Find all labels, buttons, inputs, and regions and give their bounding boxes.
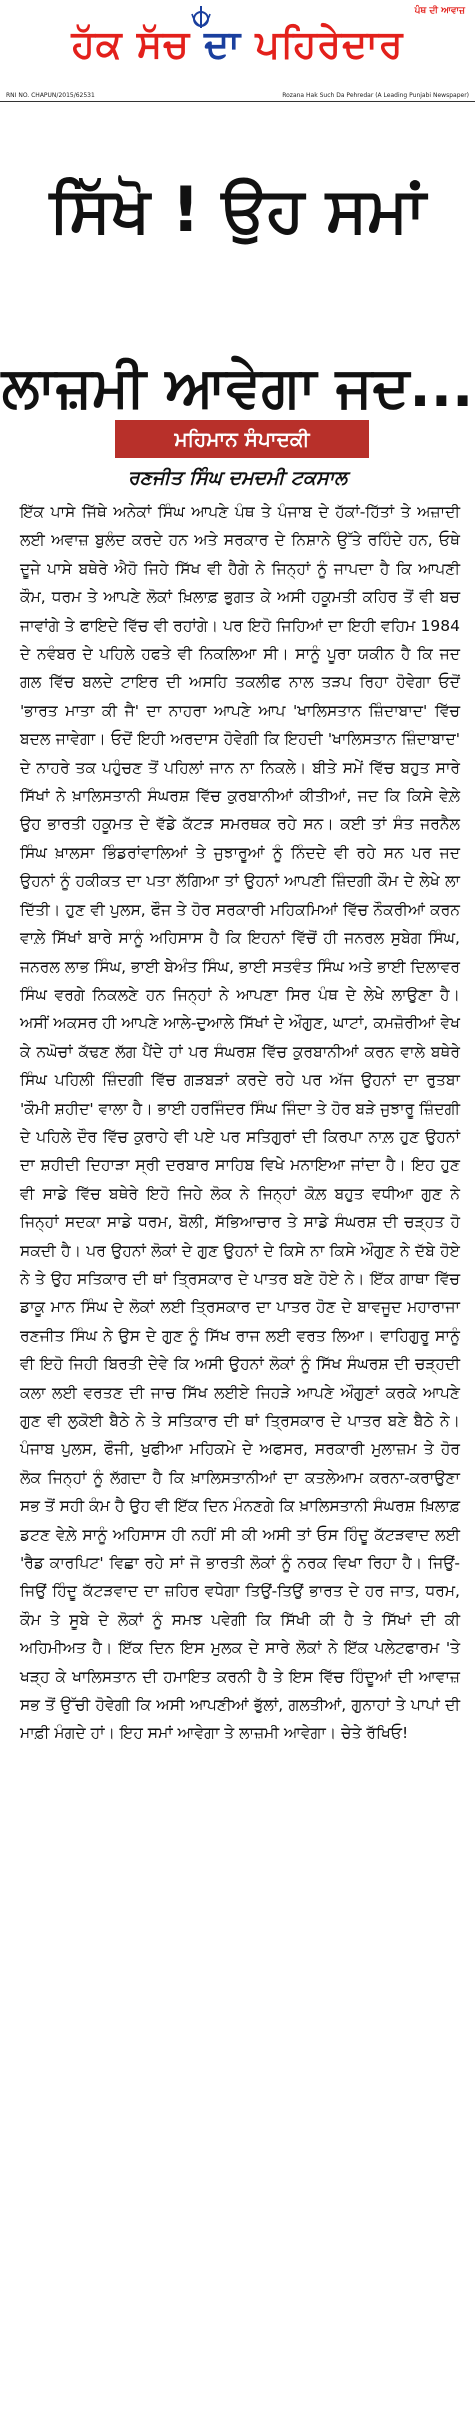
newspaper-title xyxy=(0,4,475,84)
article-body xyxy=(20,498,460,1748)
registration-number: RNI NO. CHAPUN/2015/62531 xyxy=(6,92,95,99)
paper-description: Rozana Hak Such Da Pehredar (A Leading Punjabi Newspaper) xyxy=(282,92,469,99)
title-part-2: ਦਾ xyxy=(204,22,242,66)
masthead-divider xyxy=(0,101,475,102)
title-part-3: ਪਹਿਰੇਦਾਰ xyxy=(241,22,404,66)
article-paragraph: ਇੱਕ ਪਾਸੇ ਜਿੱਥੇ ਅਨੇਕਾਂ ਸਿੰਘ ਆਪਣੇ ਪੰਥ ਤੇ ਪੰਜਾਬ ਦੇ ਹੱਕਾਂ-ਹਿੱਤਾਂ ਤੇ ਅਜ਼ਾਦੀ ਲਈ ਅਵਾਜ਼ ਬੁਲੰਦ ਕਰਦੇ ਹਨ ਅਤੇ ਸਰਕਾਰ ਦੇ ਨਿਸ਼ਾਨੇ ਉੱਤੇ ਰਹਿੰਦੇ ਹਨ, ਓਥੇ ਦੂਜੇ ਪਾਸੇ ਬਥੇਰੇ ਐਹੋ ਜਿਹੇ ਸਿੱਖ ਵੀ ਹੈਗੇ ਨੇ ਜਿਨ੍ਹਾਂ ਨੂੰ ਜਾਪਦਾ ਹੈ ਕਿ ਆਪਣੀ ਕੌਮ, ਧਰਮ ਤੇ ਆਪਣੇ ਲੋਕਾਂ ਖ਼ਿਲਾਫ਼ ਭੁਗਤ ਕੇ ਅਸੀ ਹਕੂਮਤੀ ਕਹਿਰ ਤੋਂ ਵੀ ਬਚ ਜਾਵਾਂਗੇ ਤੇ ਫਾਇਦੇ ਵਿੱਚ ਵੀ ਰਹਾਂਗੇ। ਪਰ ਇਹੋ ਜਿਹਿਆਂ ਦਾ ਇਹੀ ਵਹਿਮ 1984 ਦੇ ਨਵੰਬਰ ਦੇ ਪਹਿਲੇ ਹਫਤੇ ਵੀ ਨਿਕਲਿਆ ਸੀ। ਸਾਨੂੰ ਪੂਰਾ ਯਕੀਨ ਹੈ ਕਿ ਜਦ ਗਲ ਵਿੱਚ ਬਲਦੇ ਟਾਇਰ ਦੀ ਅਸਹਿ ਤਕਲੀਫ ਨਾਲ ਤੜਪ ਰਿਹਾ ਹੋਵੇਗਾ ਓਦੋਂ 'ਭਾਰਤ ਮਾਤਾ ਕੀ ਜੈ' ਦਾ ਨਾਹਰਾ ਆਪਣੇ ਆਪ 'ਖਾਲਿਸਤਾਨ ਜ਼ਿੰਦਾਬਾਦ' ਵਿੱਚ ਬਦਲ ਜਾਵੇਗਾ। ਓਦੋਂ ਇਹੀ ਅਰਦਾਸ ਹੋਵੇਗੀ ਕਿ ਇਹਦੀ 'ਖਾਲਿਸਤਾਨ ਜ਼ਿੰਦਾਬਾਦ' ਦੇ ਨਾਹਰੇ ਤਕ ਪਹੁੰਚਣ ਤੋਂ ਪਹਿਲਾਂ ਜਾਨ ਨਾ ਨਿਕਲੇ। ਬੀਤੇ ਸਮੇਂ ਵਿੱਚ ਬਹੁਤ ਸਾਰੇ ਸਿੱਖਾਂ ਨੇ ਖ਼ਾਲਿਸਤਾਨੀ ਸੰਘਰਸ਼ ਵਿੱਚ ਕੁਰਬਾਨੀਆਂ ਕੀਤੀਆਂ, ਜਦ ਕਿ ਕਿਸੇ ਵੇਲ਼ੇ ਉਹ ਭਾਰਤੀ ਹਕੂਮਤ ਦੇ ਵੱਡੇ ਕੱਟੜ ਸਮਰਥਕ ਰਹੇ ਸਨ। ਕਈ ਤਾਂ ਸੰਤ ਜਰਨੈਲ ਸਿੰਘ ਖ਼ਾਲਸਾ ਭਿੰਡਰਾਂਵਾਲਿਆਂ ਤੇ ਜੁਝਾਰੂਆਂ ਨੂੰ ਨਿੰਦਦੇ ਵੀ ਰਹੇ ਸਨ ਪਰ ਜਦ ਉਹਨਾਂ ਨੂੰ ਹਕੀਕਤ ਦਾ ਪਤਾ ਲੱਗਿਆ ਤਾਂ ਉਹਨਾਂ ਆਪਣੀ ਜ਼ਿੰਦਗੀ ਕੌਮ ਦੇ ਲੇਖੇ ਲਾ ਦਿੱਤੀ। ਹੁਣ ਵੀ ਪੁਲਸ, ਫੌਜ ਤੇ ਹੋਰ ਸਰਕਾਰੀ ਮਹਿਕਮਿਆਂ ਵਿੱਚ ਨੌਕਰੀਆਂ ਕਰਨ ਵਾਲ਼ੇ ਸਿੱਖਾਂ ਬਾਰੇ ਸਾਨੂੰ ਅਹਿਸਾਸ ਹੈ ਕਿ ਇਹਨਾਂ ਵਿੱਚੋਂ ਹੀ ਜਨਰਲ ਸੁਬੇਗ ਸਿੰਘ, ਜਨਰਲ ਲਾਭ ਸਿੰਘ, ਭਾਈ ਬੇਅੰਤ ਸਿੰਘ, ਭਾਈ ਸਤਵੰਤ ਸਿੰਘ ਅਤੇ ਭਾਈ ਦਿਲਾਵਰ ਸਿੰਘ ਵਰਗੇ ਨਿਕਲਣੇ ਹਨ ਜਿਨ੍ਹਾਂ ਨੇ ਆਪਣਾ ਸਿਰ ਪੰਥ ਦੇ ਲੇਖੇ ਲਾਉਣਾ ਹੈ। ਅਸੀਂ ਅਕਸਰ ਹੀ ਆਪਣੇ ਆਲੇ-ਦੁਆਲੇ ਸਿੱਖਾਂ ਦੇ ਔਗੁਣ, ਘਾਟਾਂ, ਕਮਜ਼ੋਰੀਆਂ ਵੇਖ ਕੇ ਨਘੋਚਾਂ ਕੱਢਣ ਲੱਗ ਪੈਂਦੇ ਹਾਂ ਪਰ ਸੰਘਰਸ਼ ਵਿੱਚ ਕੁਰਬਾਨੀਆਂ ਕਰਨ ਵਾਲੇ ਬਥੇਰੇ ਸਿੰਘ ਪਹਿਲੀ ਜ਼ਿੰਦਗੀ ਵਿੱਚ ਗੜਬੜਾਂ ਕਰਦੇ ਰਹੇ ਪਰ ਅੱਜ ਉਹਨਾਂ ਦਾ ਰੁਤਬਾ 'ਕੌਮੀ ਸ਼ਹੀਦ' ਵਾਲਾ ਹੈ। ਭਾਈ ਹਰਜਿੰਦਰ ਸਿੰਘ ਜਿੰਦਾ ਤੇ ਹੋਰ ਬੜੇ ਜੁਝਾਰੂ ਜ਼ਿੰਦਗੀ ਦੇ ਪਹਿਲੇ ਦੌਰ ਵਿੱਚ ਕੁਰਾਹੇ ਵੀ ਪਏ ਪਰ ਸਤਿਗੁਰਾਂ ਦੀ ਕਿਰਪਾ ਨਾਲ਼ ਹੁਣ ਉਹਨਾਂ ਦਾ ਸ਼ਹੀਦੀ ਦਿਹਾੜਾ ਸ੍ਰੀ ਦਰਬਾਰ ਸਾਹਿਬ ਵਿਖੇ ਮਨਾਇਆ ਜਾਂਦਾ ਹੈ। ਇਹ ਹੁਣ ਵੀ ਸਾਡੇ ਵਿੱਚ ਬਥੇਰੇ ਇਹੋ ਜਿਹੇ ਲੋਕ ਨੇ ਜਿਨ੍ਹਾਂ ਕੋਲ਼ ਬਹੁਤ ਵਧੀਆ ਗੁਣ ਨੇ ਜਿਨ੍ਹਾਂ ਸਦਕਾ ਸਾਡੇ ਧਰਮ, ਬੋਲੀ, ਸੱਭਿਆਚਾਰ ਤੇ ਸਾਡੇ ਸੰਘਰਸ਼ ਦੀ ਚੜ੍ਹਤ ਹੋ ਸਕਦੀ ਹੈ। ਪਰ ਉਹਨਾਂ ਲੋਕਾਂ ਦੇ ਗੁਣ ਉਹਨਾਂ ਦੇ ਕਿਸੇ ਨਾ ਕਿਸੇ ਔਗੁਣ ਨੇ ਦੱਬੇ ਹੋਏ ਨੇ ਤੇ ਉਹ ਸਤਿਕਾਰ ਦੀ ਥਾਂ ਤ੍ਰਿਸਕਾਰ ਦੇ ਪਾਤਰ ਬਣੇ ਹੋਏ ਨੇ। ਇੱਕ ਗਾਥਾ ਵਿੱਚ ਡਾਕੂ ਮਾਨ ਸਿੰਘ ਦੇ ਲੋਕਾਂ ਲਈ ਤ੍ਰਿਸਕਾਰ ਦਾ ਪਾਤਰ ਹੋਣ ਦੇ ਬਾਵਜੂਦ ਮਹਾਰਾਜਾ ਰਣਜੀਤ ਸਿੰਘ ਨੇ ਉਸ ਦੇ ਗੁਣ ਨੂੰ ਸਿੱਖ ਰਾਜ ਲਈ ਵਰਤ ਲਿਆ। ਵਾਹਿਗੁਰੂ ਸਾਨੂੰ ਵੀ ਇਹੋ ਜਿਹੀ ਬਿਰਤੀ ਦੇਵੇ ਕਿ ਅਸੀ ਉਹਨਾਂ ਲੋਕਾਂ ਨੂੰ ਸਿੱਖ ਸੰਘਰਸ਼ ਦੀ ਚੜ੍ਹਦੀ ਕਲਾ ਲਈ ਵਰਤਣ ਦੀ ਜਾਚ ਸਿੱਖ ਲਈਏ ਜਿਹੜੇ ਆਪਣੇ ਔਗੁਣਾਂ ਕਰਕੇ ਆਪਣੇ ਗੁਣ ਵੀ ਲੁਕੋਈ ਬੈਠੇ ਨੇ ਤੇ ਸਤਿਕਾਰ ਦੀ ਥਾਂ ਤ੍ਰਿਸਕਾਰ ਦੇ ਪਾਤਰ ਬਣੇ ਬੈਠੇ ਨੇ। ਪੰਜਾਬ ਪੁਲਸ, ਫੌਜੀ, ਖੁਫੀਆ ਮਹਿਕਮੇ ਦੇ ਅਫਸਰ, ਸਰਕਾਰੀ ਮੁਲਾਜ਼ਮ ਤੇ ਹੋਰ ਲੋਕ ਜਿਨ੍ਹਾਂ ਨੂੰ ਲੱਗਦਾ ਹੈ ਕਿ ਖ਼ਾਲਿਸਤਾਨੀਆਂ ਦਾ ਕਤਲੇਆਮ ਕਰਨਾ-ਕਰਾਉਣਾ ਸਭ ਤੋਂ ਸਹੀ ਕੰਮ ਹੈ ਉਹ ਵੀ ਇੱਕ ਦਿਨ ਮੰਨਣਗੇ ਕਿ ਖ਼ਾਲਿਸਤਾਨੀ ਸੰਘਰਸ਼ ਖ਼ਿਲਾਫ਼ ਡਟਣ ਵੇਲ਼ੇ ਸਾਨੂੰ ਅਹਿਸਾਸ ਹੀ ਨਹੀਂ ਸੀ ਕੀ ਅਸੀ ਤਾਂ ਓਸ ਹਿੰਦੂ ਕੱਟੜਵਾਦ ਲਈ 'ਰੈਡ ਕਾਰਪਿਟ' ਵਿਛਾ ਰਹੇ ਸਾਂ ਜੋ ਭਾਰਤੀ ਲੋਕਾਂ ਨੂੰ ਨਰਕ ਵਿਖਾ ਰਿਹਾ ਹੈ। ਜਿਉਂ-ਜਿਉਂ ਹਿੰਦੂ ਕੱਟੜਵਾਦ ਦਾ ਜ਼ਹਿਰ ਵਧੇਗਾ ਤਿਉਂ-ਤਿਉਂ ਭਾਰਤ ਦੇ ਹਰ ਜਾਤ, ਧਰਮ, ਕੌਮ ਤੇ ਸੂਬੇ ਦੇ ਲੋਕਾਂ ਨੂੰ ਸਮਝ ਪਵੇਗੀ ਕਿ ਸਿੱਖੀ ਕੀ ਹੈ ਤੇ ਸਿੱਖਾਂ ਦੀ ਕੀ ਅਹਿਮੀਅਤ ਹੈ। ਇੱਕ ਦਿਨ ਇਸ ਮੁਲਕ ਦੇ ਸਾਰੇ ਲੋਕਾਂ ਨੇ ਇੱਕ ਪਲੇਟਫਾਰਮ 'ਤੇ ਖੜ੍ਹ ਕੇ ਖਾਲਿਸਤਾਨ ਦੀ ਹਮਾਇਤ ਕਰਨੀ ਹੈ ਤੇ ਇਸ ਵਿੱਚ ਹਿੰਦੂਆਂ ਦੀ ਆਵਾਜ਼ ਸਭ ਤੋਂ ਉੱਚੀ ਹੋਵੇਗੀ ਕਿ ਅਸੀ ਆਪਣੀਆਂ ਭੁੱਲਾਂ, ਗਲਤੀਆਂ, ਗੁਨਾਹਾਂ ਤੇ ਪਾਪਾਂ ਦੀ ਮਾਫ਼ੀ ਮੰਗਦੇ ਹਾਂ। ਇਹ ਸਮਾਂ ਆਵੇਗਾ ਤੇ ਲਾਜ਼ਮੀ ਆਵੇਗਾ। ਚੇਤੇ ਰੱਖਿਓ! xyxy=(20,503,460,1743)
masthead-tagline: ਪੰਥ ਦੀ ਆਵਾਜ਼ xyxy=(414,6,465,16)
masthead xyxy=(0,0,475,100)
headline-line-2: ਲਾਜ਼ਮੀ ਆਵੇਗਾ ਜਦ... xyxy=(1,354,474,420)
headline-line-1: ਸਿੱਖੋ ! ਉਹ ਸਮਾਂ xyxy=(49,172,426,246)
title-part-1: ਹੱਕ ਸੱਚ xyxy=(71,22,205,66)
section-banner: ਮਹਿਮਾਨ ਸੰਪਾਦਕੀ xyxy=(115,420,369,458)
author-byline: ਰਣਜੀਤ ਸਿੰਘ ਦਮਦਮੀ ਟਕਸਾਲ xyxy=(127,467,348,489)
